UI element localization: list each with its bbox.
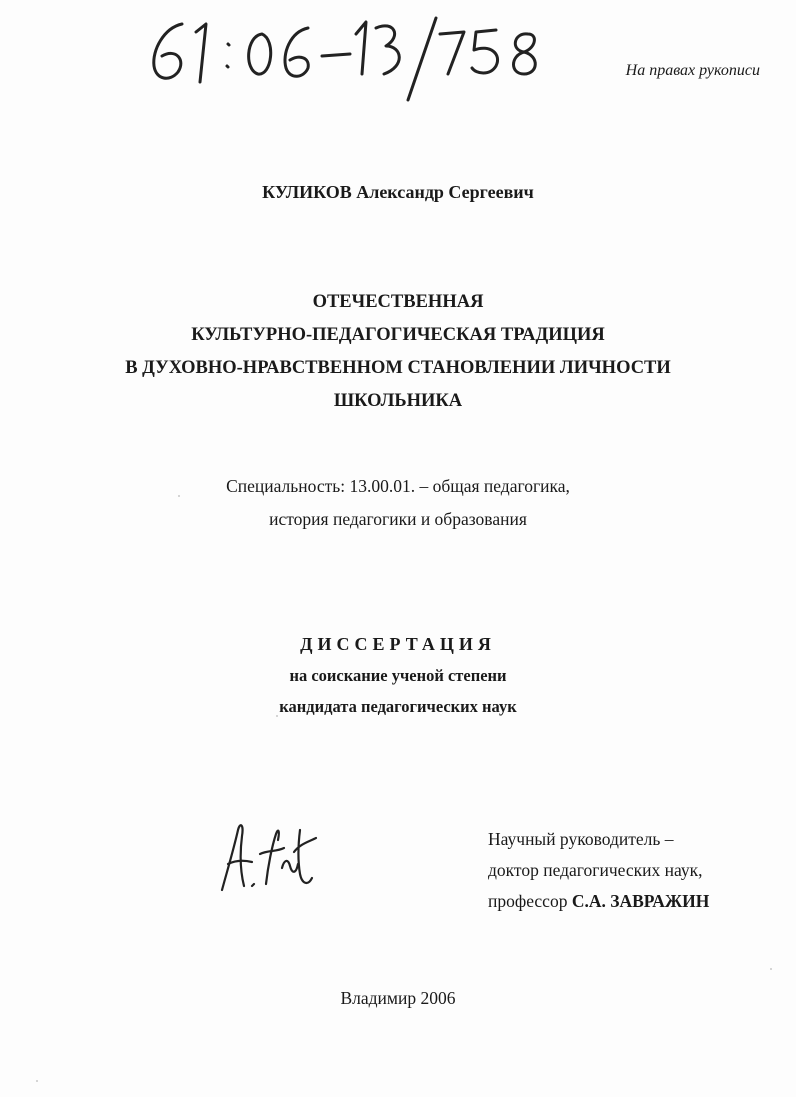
scan-speck: [36, 1080, 38, 1082]
supervisor-degree: доктор педагогических наук,: [488, 860, 703, 880]
specialty-code-line: Специальность: 13.00.01. – общая педагогика,: [226, 476, 570, 496]
rights-note: На правах рукописи: [625, 62, 760, 79]
title-line: ОТЕЧЕСТВЕННАЯ: [312, 292, 484, 312]
title-line: ШКОЛЬНИКА: [333, 391, 463, 411]
specialty-block: [0, 470, 796, 536]
author-name: КУЛИКОВ Александр Сергеевич: [262, 182, 534, 202]
handwritten-signature: [214, 812, 324, 902]
scan-speck: [178, 495, 180, 497]
supervisor-name: С.А. ЗАВРАЖИН: [571, 891, 710, 911]
dissertation-label: ДИССЕРТАЦИЯ: [300, 634, 496, 654]
dissertation-title: [0, 286, 796, 418]
degree-name-line: кандидата педагогических наук: [279, 697, 517, 716]
scan-speck: [770, 968, 772, 970]
title-line: В ДУХОВНО-НРАВСТВЕННОМ СТАНОВЛЕНИИ ЛИЧНОСТИ: [125, 358, 671, 378]
handwritten-catalog-number: [140, 4, 560, 104]
dissertation-type-block: [0, 628, 796, 722]
supervisor-role: Научный руководитель –: [488, 829, 674, 849]
city-year: Владимир 2006: [340, 988, 456, 1008]
title-line: КУЛЬТУРНО-ПЕДАГОГИЧЕСКАЯ ТРАДИЦИЯ: [191, 325, 605, 345]
supervisor-title-prefix: профессор: [488, 891, 568, 911]
degree-purpose-line: на соискание ученой степени: [289, 666, 507, 685]
supervisor-block: [488, 824, 788, 917]
scan-speck: [276, 715, 278, 717]
specialty-name-line: история педагогики и образования: [269, 509, 527, 529]
supervisor-title-line: [488, 886, 788, 917]
